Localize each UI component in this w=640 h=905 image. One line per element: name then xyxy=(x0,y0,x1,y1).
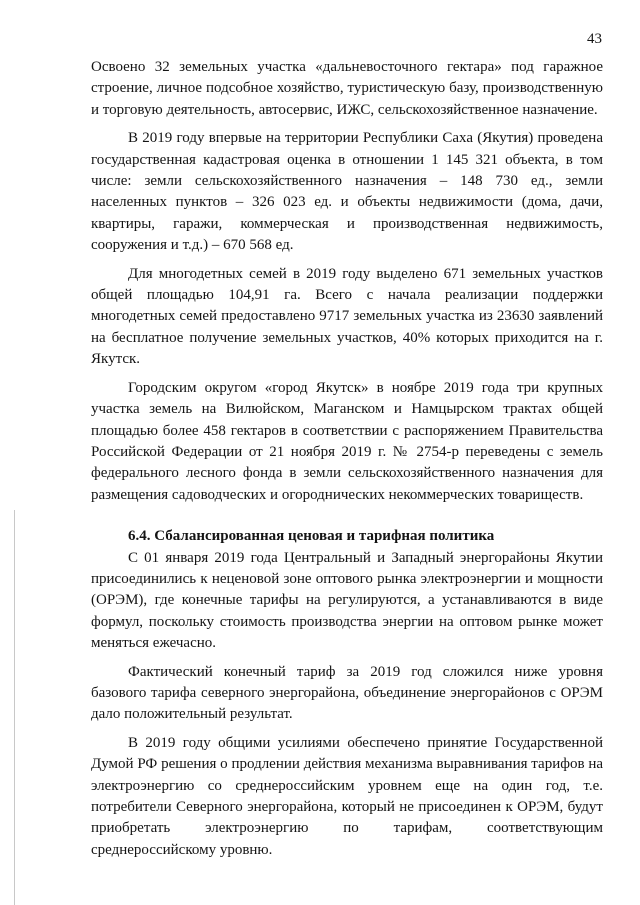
paragraph-actual-tariff: Фактический конечный тариф за 2019 год сложился ниже уровня базового тарифа северного энергорайона, объединение энергорайонов с ОРЭМ дало положительный результат. xyxy=(91,663,603,723)
paragraph-far-east-hectare: Освоено 32 земельных участка «дальневосточного гектара» под гаражное строение, личное подсобное хозяйство, туристическую базу, производственную и торговую деятельность, автосервис, ИЖС, сельскохозяйственное назначение. xyxy=(91,59,603,118)
paragraph-tariff-equalization: В 2019 году общими усилиями обеспечено принятие Государственной Думой РФ решения о продлении действия механизма выравнивания тарифов на электроэнергию со среднероссийским уровнем еще на один год, т.е. потребители Северного энергорайона, который не присоединен к ОРЭМ, будут приобретать электроэнергию по тарифам, соответствующим среднероссийскому уровню. xyxy=(91,734,603,858)
section-heading: 6.4. Сбалансированная ценовая и тарифная политика xyxy=(128,528,495,545)
paragraph-large-families: Для многодетных семей в 2019 году выделено 671 земельных участков общей площадью 104,91 га. Всего с начала реализации поддержки многодетных семей предоставлено 9717 земельных участка из 23630 заявлений на бесплатное получение земельных участков, 40% которых приходится на г. Якутск. xyxy=(91,265,603,368)
paragraph-wholesale-market: С 01 января 2019 года Центральный и Западный энергорайоны Якутии присоединились к неценовой зоне оптового рынка электроэнергии и мощности (ОРЭМ), где конечные тарифы на регулируются, а устанавливаются в виде формул, поскольку стоимость производства энергии на оптовом рынке может меняться ежечасно. xyxy=(91,549,603,652)
paragraph-yakutsk-land-transfer: Городским округом «город Якутск» в ноябре 2019 года три крупных участка земель на Вилюйском, Маганском и Намцырском трактах общей площадью более 458 гектаров в соответствии с распоряжением Правительства Российской Федерации от 21 ноября 2019 г. № 2754-р переведены с земель федерального лесного фонда в земли сельскохозяйственного назначения для размещения садоводческих и огороднических некоммерческих товариществ. xyxy=(91,379,603,503)
document-body xyxy=(91,57,603,861)
scan-edge-line xyxy=(14,510,15,905)
paragraph-cadastral-valuation: В 2019 году впервые на территории Республики Саха (Якутия) проведена государственная кадастровая оценка в отношении 1 145 321 объекта, в том числе: земли сельскохозяйственного назначения – 148 730 ед., земли населенных пунктов – 326 023 ед. и объекты недвижимости (дома, дачи, квартиры, гаражи, коммерческая и производственная недвижимость, сооружения и т.д.) – 670 568 ед. xyxy=(91,130,603,254)
page-number: 43 xyxy=(587,31,602,47)
